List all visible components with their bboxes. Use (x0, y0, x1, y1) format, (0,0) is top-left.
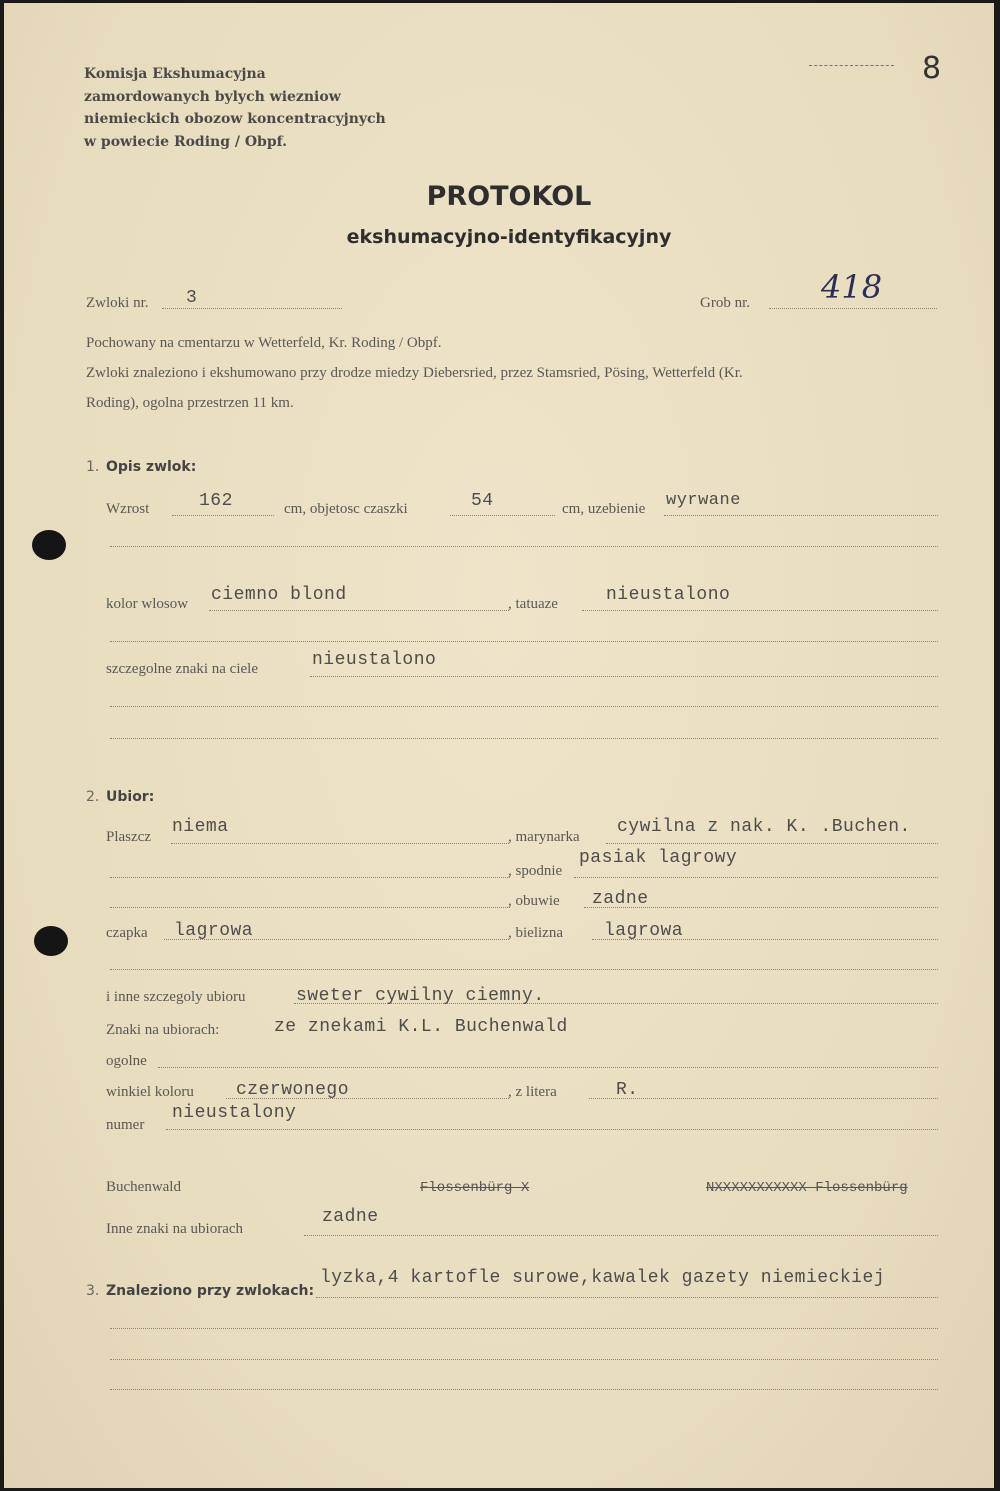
section-2-number: 2. (86, 789, 100, 805)
jacket-value: cywilna z nak. K. .Buchen. (617, 817, 911, 837)
hair-value: ciemno blond (211, 585, 347, 605)
section-1-number: 1. (86, 459, 100, 475)
cap-label: czapka (106, 925, 148, 941)
org-line-3: niemieckich obozow koncentracyjnych (84, 111, 386, 127)
body-number-label: Zwloki nr. (86, 295, 149, 311)
blank-line (110, 1328, 938, 1329)
found-items-line (316, 1297, 938, 1298)
height-label: Wzrost (106, 501, 150, 517)
page-number: 8 (922, 51, 942, 86)
body-marks-value: nieustalono (312, 650, 437, 670)
clothing-details-value: sweter cywilny ciemny. (296, 986, 545, 1006)
tattoo-label: , tatuaze (508, 596, 558, 612)
cap-value: lagrowa (174, 921, 254, 941)
general-label: ogolne (106, 1053, 147, 1069)
body-number-value: 3 (186, 288, 198, 308)
triangle-color-label: winkiel koloru (106, 1084, 194, 1100)
body-marks-label: szczegolne znaki na ciele (106, 661, 258, 677)
trousers-line (574, 877, 938, 878)
skull-line (450, 515, 555, 516)
blank-line (110, 1359, 938, 1360)
blank-line (110, 738, 938, 739)
coat-line (171, 843, 509, 844)
coat-label: Plaszcz (106, 829, 151, 845)
letter-line (589, 1098, 938, 1099)
org-line-2: zamordowanych bylych wiezniow (84, 89, 341, 105)
shoes-value: zadne (592, 889, 649, 909)
struck-camp-2: NXXXXXXXXXXX Flossenbürg (706, 1180, 908, 1196)
camp-label: Buchenwald (106, 1179, 181, 1195)
teeth-line (664, 515, 938, 516)
found-text-line-2: Roding), ogolna przestrzen 11 km. (86, 395, 294, 411)
clothing-details-label: i inne szczegoly ubioru (106, 989, 246, 1005)
blank-line (110, 877, 510, 878)
protocol-subtitle: ekshumacyjno-identyfikacyjny (346, 226, 672, 248)
org-line-4: w powiecie Roding / Obpf. (84, 134, 288, 150)
trousers-value: pasiak lagrowy (579, 848, 738, 868)
grave-number-label: Grob nr. (700, 295, 750, 311)
burial-text: Pochowany na cmentarzu w Wetterfeld, Kr. Roding / Obpf. (86, 335, 442, 351)
other-clothing-marks-label: Inne znaki na ubiorach (106, 1221, 244, 1237)
skull-value: 54 (471, 491, 494, 511)
general-line (158, 1067, 938, 1068)
underwear-value: lagrowa (604, 921, 684, 941)
body-number-line (162, 308, 342, 309)
struck-camp-1: Flossenbürg X (420, 1180, 530, 1196)
prisoner-number-value: nieustalony (172, 1103, 297, 1123)
height-value: 162 (199, 491, 233, 511)
prisoner-number-label: numer (106, 1117, 145, 1133)
found-text-line-1: Zwloki znaleziono i ekshumowano przy drodze miedzy Diebersried, przez Stamsried, Pösing, Wetterfeld (Kr. (86, 365, 743, 381)
teeth-label: cm, uzebienie (562, 501, 646, 517)
blank-line (110, 1389, 938, 1390)
section-1-heading: Opis zwlok: (106, 459, 197, 475)
teeth-value: wyrwane (666, 491, 741, 510)
section-3-heading: Znaleziono przy zwlokach: (106, 1283, 315, 1299)
triangle-color-value: czerwonego (236, 1080, 350, 1100)
other-clothing-marks-line (304, 1235, 938, 1236)
blank-line (110, 907, 510, 908)
protocol-page (4, 3, 994, 1488)
height-line (172, 515, 274, 516)
punch-hole (32, 530, 66, 560)
page-number-rule (809, 65, 894, 66)
prisoner-number-line (166, 1129, 938, 1130)
clothing-marks-label: Znaki na ubiorach: (106, 1022, 220, 1038)
org-line-1: Komisja Ekshumacyjna (84, 66, 266, 82)
section-3-number: 3. (86, 1283, 100, 1299)
underwear-label: , bielizna (508, 925, 563, 941)
found-items-value: lyzka,4 kartofle surowe,kawalek gazety niemieckiej (320, 1268, 886, 1288)
blank-line (110, 641, 938, 642)
blank-line (110, 706, 938, 707)
body-marks-line (310, 676, 938, 677)
hair-line (209, 610, 509, 611)
grave-number-value: 418 (821, 268, 883, 306)
punch-hole (34, 926, 68, 956)
coat-value: niema (172, 817, 229, 837)
other-clothing-marks-value: zadne (322, 1207, 379, 1227)
tattoo-line (582, 610, 938, 611)
jacket-label: , marynarka (508, 829, 580, 845)
shoes-label: , obuwie (508, 893, 560, 909)
blank-line (110, 546, 938, 547)
tattoo-value: nieustalono (606, 585, 731, 605)
protocol-title: PROTOKOL (426, 181, 592, 212)
section-2-heading: Ubior: (106, 789, 155, 805)
clothing-marks-value: ze znekami K.L. Buchenwald (274, 1017, 568, 1037)
letter-label: , z litera (508, 1084, 557, 1100)
letter-value: R. (616, 1080, 639, 1100)
blank-line (110, 969, 938, 970)
skull-label: cm, objetosc czaszki (284, 501, 408, 517)
jacket-line (606, 843, 938, 844)
hair-label: kolor wlosow (106, 596, 189, 612)
grave-number-line (769, 308, 937, 309)
trousers-label: , spodnie (508, 863, 563, 879)
